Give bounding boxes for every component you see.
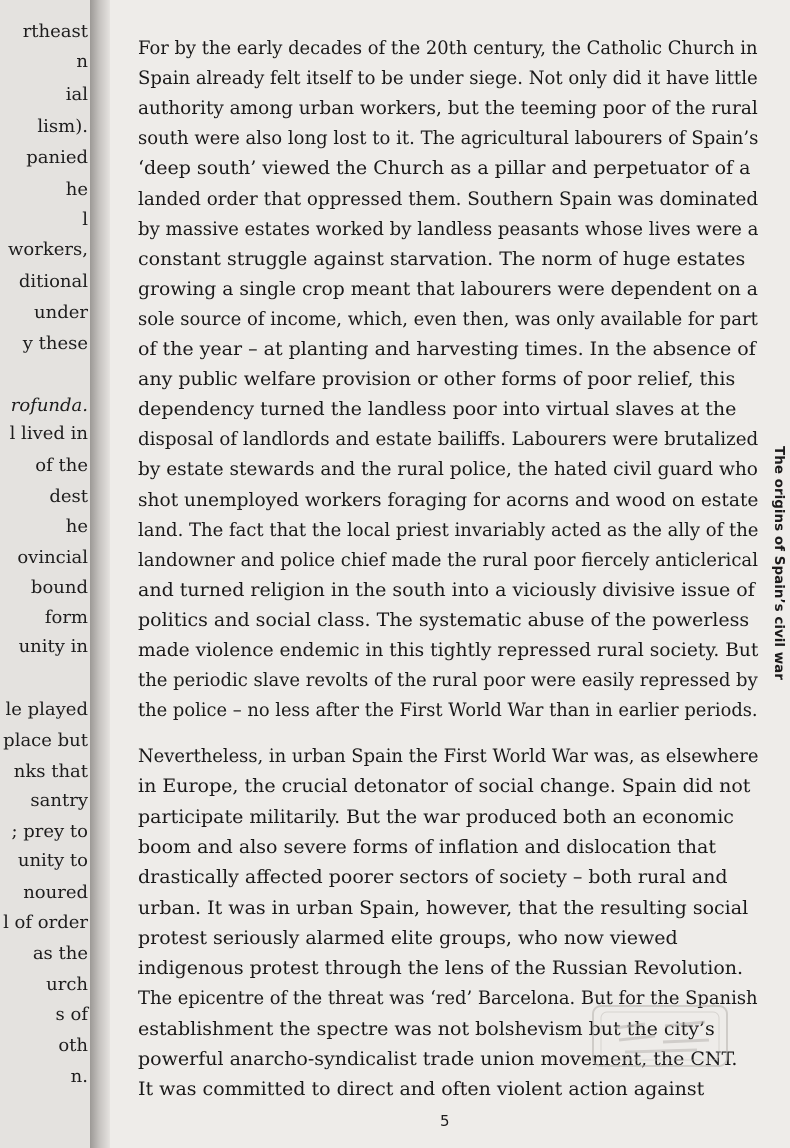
paragraph-2-line: The epicentre of the threat was ‘red’ Barcelona. But for the Spanish [138,987,758,1010]
facing-page-line: rtheast [22,21,88,42]
paragraph-1-line: politics and social class. The systematic abuse of the powerless [138,608,750,631]
paragraph-2-line: boom and also severe forms of inflation and dislocation that [138,835,716,858]
facing-page-line: of the [35,455,88,476]
facing-page-line: l of order [3,912,88,933]
paragraph-1-line: Spain already felt itself to be under siege. Not only did it have little [138,67,758,90]
paragraph-1-line: constant struggle against starvation. The norm of huge estates [138,247,746,270]
facing-page-line: ial [65,84,88,105]
facing-page-line: urch [46,974,88,995]
facing-page-line: n [76,51,88,72]
paragraph-1-line: growing a single crop meant that labourers were dependent on a [138,277,758,300]
paragraph-1-line: For by the early decades of the 20th century, the Catholic Church in [138,37,758,59]
facing-page-line: y these [22,333,88,354]
paragraph-2-line: powerful anarcho-syndicalist trade union movement, the CNT. [138,1048,738,1070]
facing-page-line: noured [23,882,88,903]
paragraph-1-line: and turned religion in the south into a viciously divisive issue of [138,578,755,601]
paragraph-1-line: by estate stewards and the rural police, the hated civil guard who [138,458,758,481]
facing-page-line: oth [58,1035,88,1056]
page-number: 5 [440,1112,450,1130]
paragraph-1-line: south were also long lost to it. The agricultural labourers of Spain’s [138,127,759,150]
running-head-text: The origins of Spain’s civil war [771,446,787,680]
facing-page-line: under [34,302,88,323]
facing-page-line: ovincial [17,547,88,568]
facing-page-line: place but [3,730,88,751]
paragraph-1-line: disposal of landlords and estate bailiffs. Labourers were brutalized [138,428,759,451]
facing-page-line: l [82,209,88,230]
facing-page-line: as the [32,943,88,964]
facing-page-line: panied [26,147,88,168]
facing-page-fragments [0,0,92,1148]
facing-page-line: dest [49,486,88,507]
facing-page-line: unity to [17,850,88,871]
paragraph-2-line: Nevertheless, in urban Spain the First World War was, as elsewhere [138,745,759,767]
paragraph-1-line: ‘deep south’ viewed the Church as a pillar and perpetuator of a [138,157,751,180]
book-gutter [90,0,112,1148]
paragraph-2-line: drastically affected poorer sectors of society – both rural and [138,866,728,889]
paragraph-2-line: indigenous protest through the lens of the Russian Revolution. [138,957,744,980]
paragraph-1-line: by massive estates worked by landless peasants whose lives were a [138,217,759,240]
facing-page-line: l lived in [9,423,88,444]
paragraph-2-line: urban. It was in urban Spain, however, that the resulting social [138,896,749,919]
paragraph-1-line: landowner and police chief made the rural poor fiercely anticlerical [138,548,758,571]
facing-page-line: rofunda. [10,395,88,416]
paragraph-2-line: in Europe, the crucial detonator of social change. Spain did not [138,775,751,798]
facing-page-line: n. [70,1066,88,1087]
paragraph-1-line: shot unemployed workers foraging for acorns and wood on estate [138,488,759,511]
publisher-watermark-stamp [585,1000,735,1080]
facing-page-line: nks that [13,761,88,782]
paragraph-1-line: made violence endemic in this tightly repressed rural society. But [138,639,759,661]
paragraph-1-line: of the year – at planting and harvesting times. In the absence of [138,338,756,360]
facing-page-line: workers, [8,239,88,260]
paragraph-1-line: land. The fact that the local priest invariably acted as the ally of the [138,518,759,541]
facing-page-line: bound [30,577,88,598]
paragraph-2-line: It was committed to direct and often violent action against [138,1078,705,1101]
paragraph-1-line: the periodic slave revolts of the rural poor were easily repressed by [138,669,758,692]
facing-page-line: lism). [37,116,88,137]
paragraph-2-line: protest seriously alarmed elite groups, who now viewed [138,926,678,949]
facing-page-line: form [44,607,88,628]
facing-page-line: ; prey to [11,821,88,842]
paragraph-1-line: authority among urban workers, but the teeming poor of the rural [138,97,758,120]
paragraph-2-line: participate militarily. But the war produced both an economic [138,805,734,828]
facing-page-line: he [65,179,88,200]
facing-page-line: le played [5,699,88,720]
paragraph-1-line: dependency turned the landless poor into virtual slaves at the [138,398,737,421]
paragraph-1-line: landed order that oppressed them. Southern Spain was dominated [138,187,759,210]
running-head [766,446,790,680]
paragraph-1-line: sole source of income, which, even then, was only available for part [138,307,758,330]
paragraph-2-line: establishment the spectre was not bolshevism but the city’s [138,1017,715,1040]
paragraph-1-line: any public welfare provision or other forms of poor relief, this [138,368,736,391]
facing-page-line: he [65,516,88,537]
facing-page-line: unity in [18,636,88,657]
paragraph-1-line: the police – no less after the First World War than in earlier periods. [138,699,758,722]
facing-page-line: s of [55,1004,88,1025]
facing-page-line: ditional [18,271,88,292]
facing-page-line: santry [30,790,88,811]
